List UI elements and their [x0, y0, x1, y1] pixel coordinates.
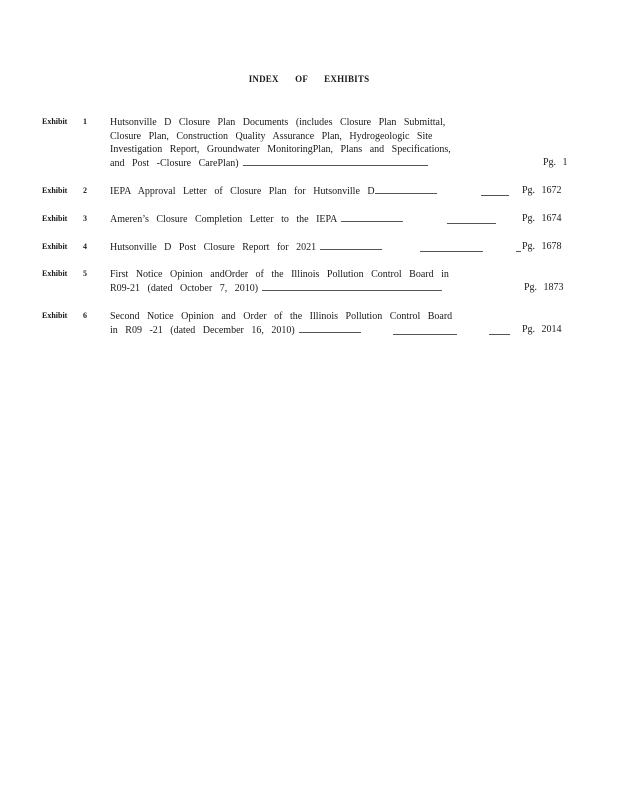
- exhibit-description-line: Second Notice Opinion and Order of the Illinois Pollution Control Board: [110, 311, 453, 322]
- exhibit-number: 1: [83, 117, 87, 126]
- exhibit-label: Exhibit: [42, 242, 68, 251]
- exhibit-label: Exhibit: [42, 117, 68, 126]
- exhibit-description-line: Ameren’s Closure Completion Letter to the IEPA: [110, 214, 338, 225]
- exhibit-description-line: R09-21 (dated October 7, 2010): [110, 282, 259, 294]
- exhibit-description-line: First Notice Opinion andOrder of the Illinois Pollution Control Board in: [110, 269, 449, 280]
- leader-line: [341, 221, 403, 222]
- page-reference: Pg. 1: [543, 157, 568, 168]
- leader-line: [262, 290, 442, 291]
- exhibit-label: Exhibit: [42, 186, 68, 195]
- exhibit-description-line: and Post -Closure CarePlan): [110, 157, 239, 169]
- leader-line: [299, 332, 361, 333]
- exhibit-description-line: in R09 -21 (dated December 16, 2010): [110, 324, 295, 336]
- exhibit-number: 6: [83, 311, 87, 320]
- exhibit-description-line: Closure Plan, Construction Quality Assurance Plan, Hydrogeologic Site: [110, 130, 433, 142]
- leader-line: [489, 334, 510, 335]
- exhibit-description-line: Hutsonville D Closure Plan Documents (includes Closure Plan Submittal,: [110, 117, 446, 128]
- leader-line: [393, 334, 457, 335]
- leader-line: [320, 249, 382, 250]
- leader-line: [420, 251, 483, 252]
- leader-line: [243, 165, 428, 166]
- leader-line: [481, 195, 509, 196]
- page-reference: Pg. 1672: [522, 185, 562, 196]
- page-reference: Pg. 1678: [522, 241, 562, 252]
- leader-line: [375, 193, 437, 194]
- exhibit-number: 3: [83, 214, 87, 223]
- page-reference: Pg. 2014: [522, 324, 562, 335]
- exhibit-label: Exhibit: [42, 214, 68, 223]
- exhibit-description-line: IEPA Approval Letter of Closure Plan for Hutsonville D: [110, 186, 375, 197]
- leader-line: [447, 223, 496, 224]
- exhibit-number: 4: [83, 242, 87, 251]
- page-reference: Pg. 1873: [524, 282, 564, 293]
- page-reference: Pg. 1674: [522, 213, 562, 224]
- exhibit-description-line: Investigation Report, Groundwater MonitoringPlan, Plans and Specifications,: [110, 144, 451, 155]
- exhibit-description-line: Hutsonville D Post Closure Report for 2021: [110, 242, 317, 253]
- exhibit-number: 2: [83, 186, 87, 195]
- leader-line: [516, 251, 521, 252]
- index-title: INDEX OF EXHIBITS: [248, 74, 370, 84]
- exhibit-label: Exhibit: [42, 311, 68, 320]
- exhibit-number: 5: [83, 269, 87, 278]
- exhibit-label: Exhibit: [42, 269, 68, 278]
